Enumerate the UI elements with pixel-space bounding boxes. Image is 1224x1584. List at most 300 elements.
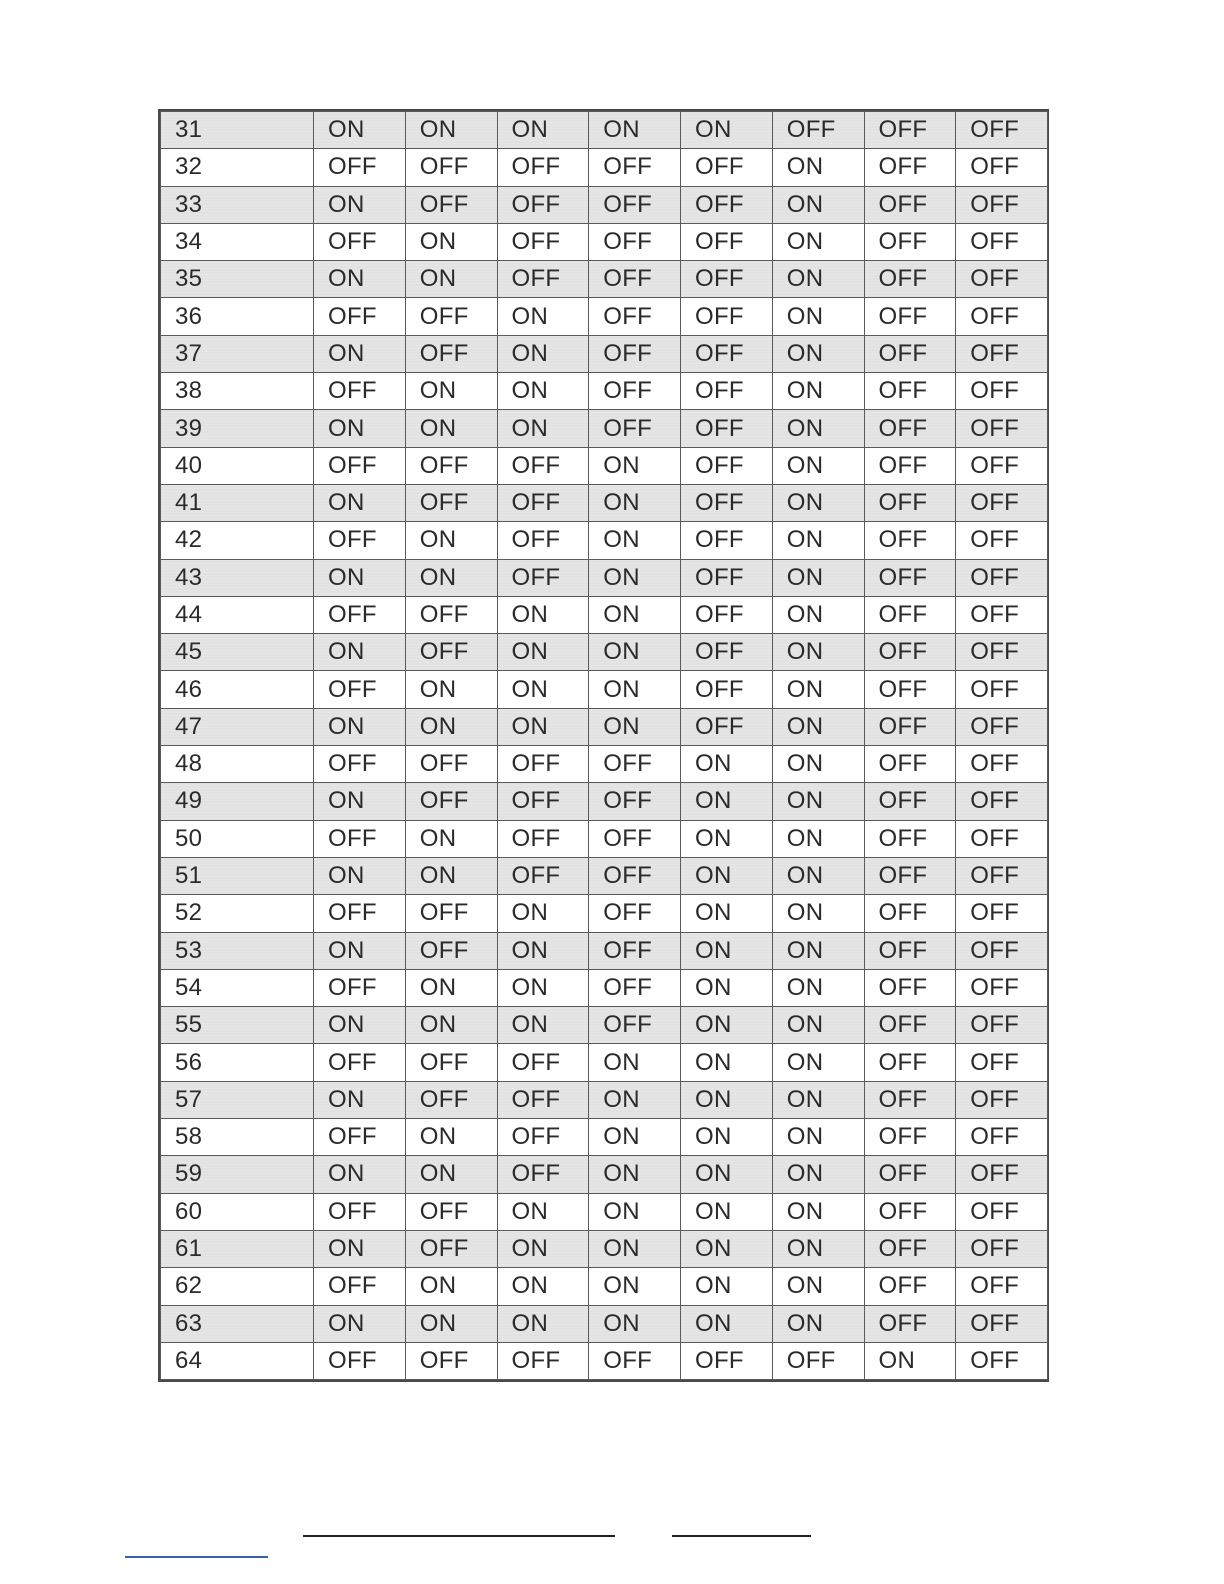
switch-3-cell: OFF (497, 261, 589, 298)
address-cell: 44 (161, 596, 314, 633)
table-row (161, 484, 1048, 521)
table-row (161, 1156, 1048, 1193)
address-cell: 31 (161, 112, 314, 149)
switch-1-cell: ON (314, 559, 406, 596)
switch-8-cell: OFF (956, 335, 1048, 372)
switch-8-cell: OFF (956, 484, 1048, 521)
switch-1-cell: OFF (314, 149, 406, 186)
table-row (161, 223, 1048, 260)
switch-8-cell: OFF (956, 783, 1048, 820)
switch-1-cell: OFF (314, 373, 406, 410)
switch-5-cell: OFF (681, 559, 773, 596)
switch-6-cell: ON (772, 298, 864, 335)
switch-1-cell: ON (314, 261, 406, 298)
switch-5-cell: OFF (681, 335, 773, 372)
table-row (161, 671, 1048, 708)
switch-4-cell: ON (589, 484, 681, 521)
address-cell: 58 (161, 1119, 314, 1156)
switch-6-cell: ON (772, 186, 864, 223)
switch-1-cell: OFF (314, 522, 406, 559)
switch-7-cell: OFF (864, 447, 956, 484)
switch-5-cell: OFF (681, 447, 773, 484)
switch-5-cell: OFF (681, 634, 773, 671)
switch-3-cell: OFF (497, 447, 589, 484)
switch-3-cell: ON (497, 671, 589, 708)
switch-5-cell: ON (681, 1007, 773, 1044)
address-cell: 37 (161, 335, 314, 372)
address-cell: 42 (161, 522, 314, 559)
switch-2-cell: OFF (405, 298, 497, 335)
switch-7-cell: OFF (864, 1081, 956, 1118)
table-row (161, 783, 1048, 820)
switch-2-cell: ON (405, 522, 497, 559)
switch-3-cell: ON (497, 969, 589, 1006)
address-cell: 48 (161, 746, 314, 783)
table-row (161, 447, 1048, 484)
switch-7-cell: OFF (864, 820, 956, 857)
switch-6-cell: ON (772, 447, 864, 484)
table-row (161, 112, 1048, 149)
switch-8-cell: OFF (956, 447, 1048, 484)
table-row (161, 969, 1048, 1006)
table-row (161, 1268, 1048, 1305)
switch-7-cell: ON (864, 1342, 956, 1379)
switch-1-cell: OFF (314, 223, 406, 260)
switch-3-cell: ON (497, 1305, 589, 1342)
address-cell: 57 (161, 1081, 314, 1118)
switch-6-cell: ON (772, 671, 864, 708)
switch-1-cell: ON (314, 932, 406, 969)
table-row (161, 1305, 1048, 1342)
address-cell: 55 (161, 1007, 314, 1044)
switch-4-cell: ON (589, 708, 681, 745)
switch-4-cell: ON (589, 522, 681, 559)
switch-4-cell: ON (589, 671, 681, 708)
switch-8-cell: OFF (956, 1342, 1048, 1379)
date-line (672, 1535, 811, 1537)
switch-6-cell: ON (772, 857, 864, 894)
switch-5-cell: ON (681, 1119, 773, 1156)
address-cell: 59 (161, 1156, 314, 1193)
switch-1-cell: ON (314, 1156, 406, 1193)
switch-6-cell: ON (772, 634, 864, 671)
table-row (161, 932, 1048, 969)
switch-5-cell: ON (681, 783, 773, 820)
switch-2-cell: OFF (405, 149, 497, 186)
switch-3-cell: ON (497, 1193, 589, 1230)
switch-1-cell: ON (314, 1081, 406, 1118)
switch-2-cell: ON (405, 1305, 497, 1342)
switch-8-cell: OFF (956, 261, 1048, 298)
address-cell: 32 (161, 149, 314, 186)
switch-3-cell: OFF (497, 186, 589, 223)
switch-2-cell: ON (405, 969, 497, 1006)
switch-5-cell: OFF (681, 708, 773, 745)
signature-line (303, 1535, 615, 1537)
switch-4-cell: OFF (589, 223, 681, 260)
switch-8-cell: OFF (956, 1268, 1048, 1305)
switch-2-cell: ON (405, 559, 497, 596)
table-row (161, 1342, 1048, 1379)
switch-7-cell: OFF (864, 746, 956, 783)
switch-5-cell: ON (681, 1230, 773, 1267)
table-row (161, 261, 1048, 298)
switch-7-cell: OFF (864, 932, 956, 969)
switch-5-cell: OFF (681, 298, 773, 335)
switch-6-cell: ON (772, 746, 864, 783)
table-row (161, 708, 1048, 745)
switch-6-cell: ON (772, 223, 864, 260)
address-cell: 49 (161, 783, 314, 820)
switch-4-cell: ON (589, 634, 681, 671)
switch-2-cell: OFF (405, 186, 497, 223)
switch-1-cell: OFF (314, 596, 406, 633)
address-cell: 41 (161, 484, 314, 521)
switch-2-cell: OFF (405, 447, 497, 484)
switch-1-cell: ON (314, 335, 406, 372)
switch-3-cell: ON (497, 895, 589, 932)
switch-5-cell: ON (681, 820, 773, 857)
switch-2-cell: OFF (405, 1342, 497, 1379)
switch-5-cell: ON (681, 746, 773, 783)
address-cell: 62 (161, 1268, 314, 1305)
switch-7-cell: OFF (864, 1044, 956, 1081)
switch-8-cell: OFF (956, 1081, 1048, 1118)
switch-6-cell: ON (772, 932, 864, 969)
address-cell: 54 (161, 969, 314, 1006)
switch-1-cell: ON (314, 634, 406, 671)
switch-6-cell: OFF (772, 1342, 864, 1379)
table-row (161, 820, 1048, 857)
switch-6-cell: ON (772, 820, 864, 857)
switch-1-cell: ON (314, 410, 406, 447)
switch-8-cell: OFF (956, 1007, 1048, 1044)
switch-6-cell: ON (772, 1081, 864, 1118)
switch-8-cell: OFF (956, 1119, 1048, 1156)
address-cell: 36 (161, 298, 314, 335)
address-cell: 46 (161, 671, 314, 708)
switch-6-cell: ON (772, 261, 864, 298)
switch-8-cell: OFF (956, 820, 1048, 857)
switch-1-cell: OFF (314, 1044, 406, 1081)
switch-2-cell: ON (405, 373, 497, 410)
table-row (161, 1044, 1048, 1081)
table-row (161, 522, 1048, 559)
switch-3-cell: ON (497, 335, 589, 372)
switch-8-cell: OFF (956, 1305, 1048, 1342)
switch-2-cell: OFF (405, 484, 497, 521)
switch-4-cell: OFF (589, 335, 681, 372)
switch-6-cell: ON (772, 895, 864, 932)
table-row (161, 634, 1048, 671)
switch-8-cell: OFF (956, 746, 1048, 783)
switch-3-cell: ON (497, 1007, 589, 1044)
address-cell: 56 (161, 1044, 314, 1081)
switch-4-cell: OFF (589, 820, 681, 857)
switch-6-cell: ON (772, 410, 864, 447)
switch-2-cell: ON (405, 223, 497, 260)
switch-4-cell: ON (589, 1305, 681, 1342)
switch-4-cell: OFF (589, 261, 681, 298)
address-cell: 33 (161, 186, 314, 223)
switch-1-cell: ON (314, 783, 406, 820)
switch-7-cell: OFF (864, 1007, 956, 1044)
table-row (161, 559, 1048, 596)
table-row (161, 1081, 1048, 1118)
switch-4-cell: ON (589, 1044, 681, 1081)
switch-7-cell: OFF (864, 671, 956, 708)
switch-3-cell: OFF (497, 746, 589, 783)
switch-8-cell: OFF (956, 559, 1048, 596)
switch-2-cell: OFF (405, 895, 497, 932)
switch-6-cell: ON (772, 1119, 864, 1156)
switch-7-cell: OFF (864, 223, 956, 260)
address-cell: 50 (161, 820, 314, 857)
switch-6-cell: ON (772, 1230, 864, 1267)
switch-4-cell: OFF (589, 857, 681, 894)
switch-8-cell: OFF (956, 634, 1048, 671)
switch-4-cell: OFF (589, 373, 681, 410)
switch-5-cell: ON (681, 969, 773, 1006)
address-cell: 53 (161, 932, 314, 969)
footer-link-underline (125, 1556, 268, 1558)
switch-2-cell: OFF (405, 1044, 497, 1081)
switch-6-cell: ON (772, 1268, 864, 1305)
switch-2-cell: ON (405, 410, 497, 447)
switch-5-cell: OFF (681, 671, 773, 708)
switch-4-cell: OFF (589, 969, 681, 1006)
switch-6-cell: ON (772, 1044, 864, 1081)
switch-3-cell: OFF (497, 1156, 589, 1193)
switch-1-cell: ON (314, 112, 406, 149)
switch-2-cell: OFF (405, 1081, 497, 1118)
switch-6-cell: ON (772, 149, 864, 186)
switch-3-cell: ON (497, 298, 589, 335)
switch-4-cell: ON (589, 1156, 681, 1193)
switch-7-cell: OFF (864, 1305, 956, 1342)
table-row (161, 149, 1048, 186)
switch-3-cell: OFF (497, 1119, 589, 1156)
table-row (161, 895, 1048, 932)
switch-5-cell: OFF (681, 522, 773, 559)
switch-2-cell: ON (405, 671, 497, 708)
switch-5-cell: ON (681, 1044, 773, 1081)
switch-4-cell: OFF (589, 149, 681, 186)
switch-3-cell: OFF (497, 820, 589, 857)
switch-3-cell: OFF (497, 223, 589, 260)
switch-7-cell: OFF (864, 410, 956, 447)
switch-6-cell: ON (772, 1156, 864, 1193)
address-cell: 34 (161, 223, 314, 260)
switch-8-cell: OFF (956, 1230, 1048, 1267)
switch-3-cell: ON (497, 373, 589, 410)
switch-3-cell: ON (497, 634, 589, 671)
switch-6-cell: ON (772, 373, 864, 410)
switch-1-cell: OFF (314, 895, 406, 932)
switch-7-cell: OFF (864, 1230, 956, 1267)
address-cell: 63 (161, 1305, 314, 1342)
switch-8-cell: OFF (956, 969, 1048, 1006)
switch-7-cell: OFF (864, 895, 956, 932)
switch-3-cell: ON (497, 1268, 589, 1305)
table-row (161, 596, 1048, 633)
switch-8-cell: OFF (956, 410, 1048, 447)
switch-2-cell: OFF (405, 1193, 497, 1230)
switch-4-cell: OFF (589, 783, 681, 820)
switch-3-cell: ON (497, 410, 589, 447)
table-body (161, 112, 1048, 1380)
table-row (161, 373, 1048, 410)
switch-5-cell: OFF (681, 1342, 773, 1379)
switch-4-cell: OFF (589, 186, 681, 223)
switch-5-cell: ON (681, 932, 773, 969)
switch-4-cell: ON (589, 559, 681, 596)
table-row (161, 1230, 1048, 1267)
switch-3-cell: ON (497, 932, 589, 969)
switch-7-cell: OFF (864, 298, 956, 335)
switch-2-cell: ON (405, 708, 497, 745)
switch-6-cell: ON (772, 1305, 864, 1342)
switch-3-cell: ON (497, 708, 589, 745)
switch-1-cell: ON (314, 1305, 406, 1342)
switch-6-cell: ON (772, 783, 864, 820)
switch-7-cell: OFF (864, 335, 956, 372)
switch-5-cell: OFF (681, 261, 773, 298)
switch-2-cell: ON (405, 1119, 497, 1156)
dip-switch-table (158, 109, 1049, 1382)
switch-8-cell: OFF (956, 373, 1048, 410)
switch-1-cell: OFF (314, 820, 406, 857)
switch-5-cell: OFF (681, 223, 773, 260)
switch-7-cell: OFF (864, 857, 956, 894)
switch-7-cell: OFF (864, 186, 956, 223)
switch-5-cell: ON (681, 1193, 773, 1230)
switch-1-cell: ON (314, 1007, 406, 1044)
switch-2-cell: ON (405, 1268, 497, 1305)
switch-6-cell: OFF (772, 112, 864, 149)
switch-4-cell: OFF (589, 746, 681, 783)
switch-5-cell: ON (681, 112, 773, 149)
switch-4-cell: OFF (589, 895, 681, 932)
switch-1-cell: OFF (314, 298, 406, 335)
switch-6-cell: ON (772, 335, 864, 372)
switch-5-cell: ON (681, 1081, 773, 1118)
switch-7-cell: OFF (864, 1193, 956, 1230)
address-cell: 61 (161, 1230, 314, 1267)
switch-8-cell: OFF (956, 1044, 1048, 1081)
switch-2-cell: ON (405, 261, 497, 298)
switch-2-cell: ON (405, 857, 497, 894)
switch-3-cell: OFF (497, 522, 589, 559)
switch-2-cell: ON (405, 1156, 497, 1193)
switch-1-cell: ON (314, 857, 406, 894)
switch-2-cell: OFF (405, 596, 497, 633)
table-row (161, 410, 1048, 447)
switch-7-cell: OFF (864, 484, 956, 521)
switch-5-cell: OFF (681, 373, 773, 410)
switch-8-cell: OFF (956, 149, 1048, 186)
switch-8-cell: OFF (956, 857, 1048, 894)
switch-7-cell: OFF (864, 1268, 956, 1305)
switch-5-cell: OFF (681, 149, 773, 186)
switch-1-cell: OFF (314, 1119, 406, 1156)
switch-2-cell: ON (405, 1007, 497, 1044)
switch-6-cell: ON (772, 522, 864, 559)
switch-7-cell: OFF (864, 1119, 956, 1156)
switch-8-cell: OFF (956, 112, 1048, 149)
switch-1-cell: OFF (314, 969, 406, 1006)
table-row (161, 1193, 1048, 1230)
switch-8-cell: OFF (956, 895, 1048, 932)
switch-7-cell: OFF (864, 559, 956, 596)
switch-3-cell: ON (497, 112, 589, 149)
switch-5-cell: OFF (681, 596, 773, 633)
switch-4-cell: ON (589, 112, 681, 149)
switch-4-cell: ON (589, 1268, 681, 1305)
table-row (161, 746, 1048, 783)
switch-8-cell: OFF (956, 708, 1048, 745)
switch-2-cell: OFF (405, 634, 497, 671)
switch-3-cell: OFF (497, 857, 589, 894)
switch-5-cell: ON (681, 1156, 773, 1193)
switch-2-cell: ON (405, 820, 497, 857)
switch-3-cell: OFF (497, 1081, 589, 1118)
switch-3-cell: OFF (497, 149, 589, 186)
switch-7-cell: OFF (864, 708, 956, 745)
switch-3-cell: OFF (497, 484, 589, 521)
switch-4-cell: OFF (589, 1342, 681, 1379)
switch-8-cell: OFF (956, 671, 1048, 708)
switch-1-cell: ON (314, 186, 406, 223)
switch-7-cell: OFF (864, 112, 956, 149)
switch-5-cell: ON (681, 1268, 773, 1305)
switch-2-cell: OFF (405, 783, 497, 820)
switch-6-cell: ON (772, 708, 864, 745)
address-cell: 64 (161, 1342, 314, 1379)
switch-7-cell: OFF (864, 783, 956, 820)
switch-6-cell: ON (772, 596, 864, 633)
table-row (161, 186, 1048, 223)
switch-1-cell: OFF (314, 746, 406, 783)
switch-3-cell: OFF (497, 1342, 589, 1379)
switch-4-cell: OFF (589, 932, 681, 969)
table-row (161, 1119, 1048, 1156)
switch-3-cell: ON (497, 1230, 589, 1267)
address-cell: 52 (161, 895, 314, 932)
switch-7-cell: OFF (864, 373, 956, 410)
table-row (161, 1007, 1048, 1044)
switch-1-cell: OFF (314, 671, 406, 708)
switch-5-cell: ON (681, 895, 773, 932)
switch-5-cell: OFF (681, 484, 773, 521)
switch-8-cell: OFF (956, 186, 1048, 223)
table-row (161, 298, 1048, 335)
table-row (161, 335, 1048, 372)
switch-3-cell: ON (497, 596, 589, 633)
switch-2-cell: OFF (405, 1230, 497, 1267)
switch-1-cell: ON (314, 1230, 406, 1267)
switch-1-cell: OFF (314, 1342, 406, 1379)
switch-7-cell: OFF (864, 522, 956, 559)
switch-1-cell: ON (314, 708, 406, 745)
switch-5-cell: ON (681, 1305, 773, 1342)
switch-4-cell: ON (589, 1081, 681, 1118)
switch-5-cell: OFF (681, 186, 773, 223)
switch-4-cell: OFF (589, 298, 681, 335)
switch-8-cell: OFF (956, 932, 1048, 969)
switch-1-cell: OFF (314, 1193, 406, 1230)
switch-6-cell: ON (772, 559, 864, 596)
